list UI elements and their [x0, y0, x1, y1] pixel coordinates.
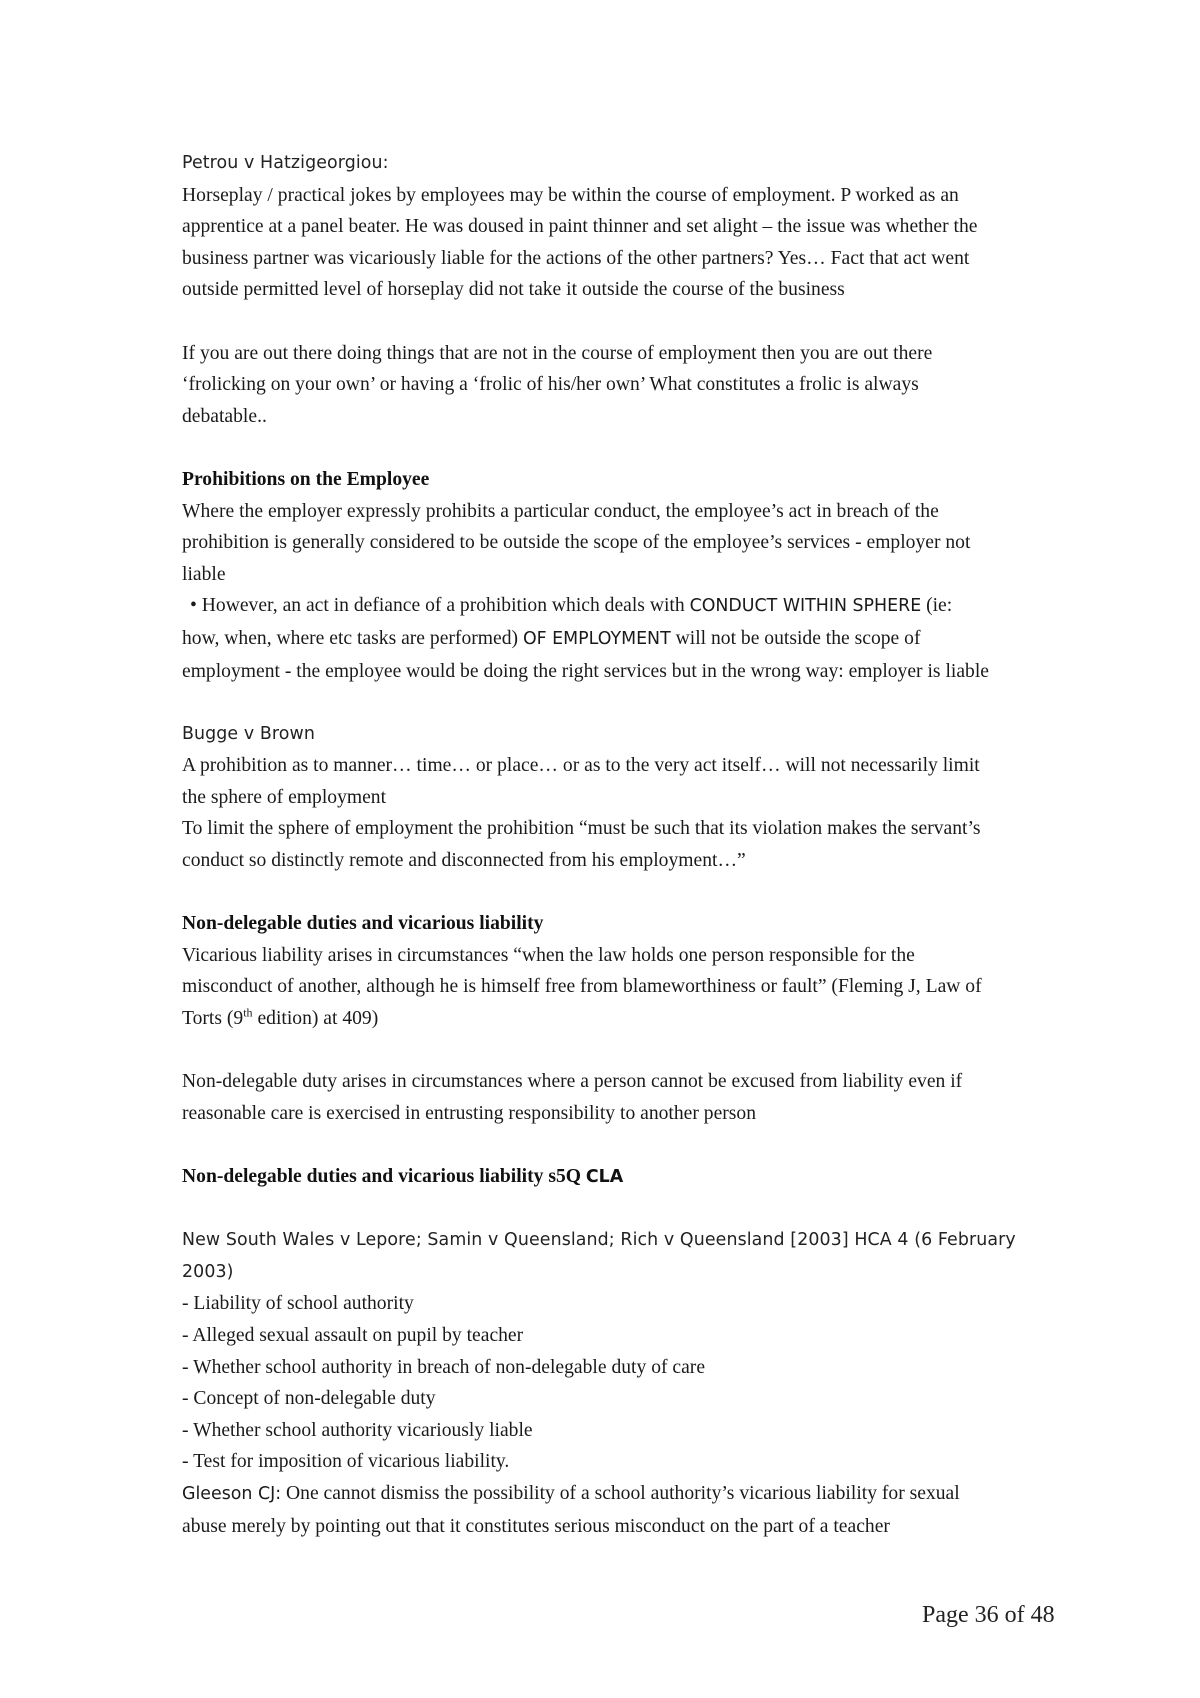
petrou-line: apprentice at a panel beater. He was doused in paint thinner and set alight – the issue was whether the [182, 216, 978, 238]
heading-s5q-text: Non-delegable duties and vicarious liability s5Q [182, 1166, 586, 1187]
petrou-line: business partner was vicariously liable for the actions of the other partners? Yes… Fact that act went [182, 247, 970, 269]
lepore-point: - Alleged sexual assault on pupil by teacher [182, 1324, 524, 1346]
prohibitions-line: prohibition is generally considered to be outside the scope of the employee’s services - employer not [182, 532, 971, 554]
gleeson-line: abuse merely by pointing out that it constitutes serious misconduct on the part of a teacher [182, 1515, 890, 1537]
heading-s5q-caps: CLA [585, 1167, 624, 1187]
paragraph-spacer [182, 306, 1042, 338]
prohibitions-line [182, 623, 1042, 656]
citation-text: edition) at 409) [252, 1008, 379, 1030]
nondelegable-para2-line: reasonable care is exercised in entrusting responsibility to another person [182, 1102, 757, 1124]
paragraph-spacer [182, 1035, 1042, 1067]
bugge-line: To limit the sphere of employment the prohibition “must be such that its violation makes the servant’s [182, 818, 981, 840]
frolic-line: ‘frolicking on your own’ or having a ‘frolic of his/her own’ What constitutes a frolic is always [182, 374, 919, 396]
frolic-line: If you are out there doing things that are not in the course of employment then you are out there [182, 342, 933, 364]
heading-nondelegable: Non-delegable duties and vicarious liability [182, 913, 544, 935]
petrou-line: outside permitted level of horseplay did not take it outside the course of the business [182, 279, 845, 301]
nondelegable-line: misconduct of another, although he is himself free from blameworthiness or fault” (Fleming J, Law of [182, 976, 982, 998]
frolic-line: debatable.. [182, 405, 267, 427]
bugge-line: the sphere of employment [182, 786, 387, 808]
heading-s5q [182, 1161, 1042, 1194]
lepore-point: - Whether school authority in breach of non-delegable duty of care [182, 1356, 706, 1378]
bullet-item-prohibition [182, 590, 1042, 623]
gleeson-label: Gleeson CJ: [182, 1483, 282, 1504]
paragraph-spacer [182, 1194, 1042, 1226]
bullet-text: will not be outside the scope of [670, 627, 921, 649]
bullet-caps-text: CONDUCT WITHIN SPHERE [689, 596, 922, 617]
gleeson-text: One cannot dismiss the possibility of a school authority’s vicarious liability for sexual [281, 1482, 960, 1504]
case-title-petrou: Petrou v Hatzigeorgiou: [182, 153, 389, 173]
lepore-point: - Concept of non-delegable duty [182, 1388, 436, 1410]
case-title-bugge: Bugge v Brown [182, 723, 315, 744]
paragraph-spacer [182, 687, 1042, 719]
lepore-point: - Liability of school authority [182, 1293, 414, 1315]
citation-text: Torts (9 [182, 1008, 244, 1030]
superscript-ordinal: th [243, 1005, 253, 1020]
case-title-lepore: New South Wales v Lepore; Samin v Queensland; Rich v Queensland [2003] HCA 4 (6 February 2003) [182, 1230, 1016, 1282]
prohibitions-line: employment - the employee would be doing the right services but in the wrong way: employer is liable [182, 660, 989, 682]
nondelegable-line [182, 1003, 1042, 1035]
bullet-caps-text: OF EMPLOYMENT [522, 628, 671, 649]
page-number: Page 36 of 48 [922, 1602, 1055, 1628]
nondelegable-para2-line: Non-delegable duty arises in circumstances where a person cannot be excused from liability even if [182, 1071, 963, 1093]
paragraph-spacer [182, 877, 1042, 909]
paragraph-spacer [182, 1129, 1042, 1161]
paragraph-spacer [182, 432, 1042, 464]
gleeson-line [182, 1478, 1042, 1511]
lepore-point: - Test for imposition of vicarious liability. [182, 1451, 510, 1473]
page-body [182, 148, 1042, 1542]
petrou-line: Horseplay / practical jokes by employees may be within the course of employment. P worked as an [182, 184, 959, 206]
bullet-text: (ie: [921, 595, 953, 617]
bugge-line: conduct so distinctly remote and disconnected from his employment…” [182, 850, 746, 872]
prohibitions-line: liable [182, 563, 226, 585]
bugge-line: A prohibition as to manner… time… or place… or as to the very act itself… will not necessarily limit [182, 755, 980, 777]
lepore-point: - Whether school authority vicariously liable [182, 1419, 533, 1441]
prohibitions-line: Where the employer expressly prohibits a particular conduct, the employee’s act in breach of the [182, 500, 939, 522]
bullet-text: how, when, where etc tasks are performed) [182, 627, 523, 649]
heading-prohibitions: Prohibitions on the Employee [182, 468, 430, 490]
nondelegable-line: Vicarious liability arises in circumstances “when the law holds one person responsible for the [182, 944, 915, 966]
bullet-text: • However, an act in defiance of a prohibition which deals with [190, 595, 690, 617]
